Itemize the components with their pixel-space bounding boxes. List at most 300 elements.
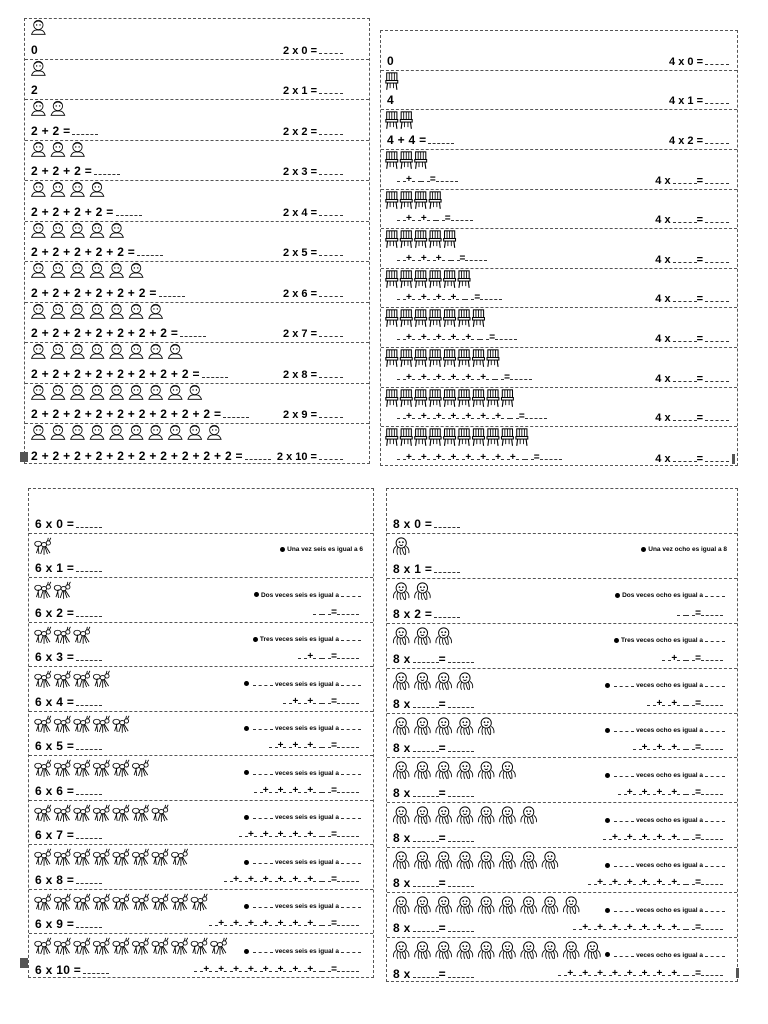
sentence-prompt: veces seis es igual a [244, 858, 363, 866]
addition-equation: 2 + 2 + 2 + 2 + 2 + 2 + 2 + 2 = [31, 367, 228, 381]
picture-group [29, 343, 185, 359]
octopus-picture [391, 627, 411, 646]
chair-picture [399, 230, 413, 249]
multiplication-expression: 8 x 0 = [393, 517, 460, 531]
octopus-picture [434, 627, 454, 646]
ant-picture [33, 537, 52, 556]
child-picture [29, 303, 48, 319]
child-picture [107, 222, 126, 238]
multiplication-expression: 8 x = [393, 697, 474, 711]
table-row [25, 19, 369, 60]
octopus-picture [476, 761, 496, 780]
table-row [387, 893, 737, 938]
corner-mark [20, 958, 28, 968]
child-picture [127, 262, 146, 278]
multiplication-expression: 8 x = [393, 921, 474, 935]
ant-picture [131, 759, 150, 778]
ant-picture [53, 937, 72, 956]
ant-picture [150, 937, 169, 956]
multiplication-expression: 4 x = [655, 213, 729, 226]
bullet-icon [641, 547, 646, 552]
addition-equation: 2 + 2 + 2 + 2 = [31, 205, 142, 219]
multiplication-expression: 2 x 9 = [283, 408, 343, 421]
ant-picture [131, 893, 150, 912]
ant-picture [33, 715, 52, 734]
ant-picture [33, 670, 52, 689]
addition-blanks: + + + + + + + = [397, 411, 547, 422]
octopus-picture [412, 627, 432, 646]
picture-group [33, 937, 228, 956]
chair-picture [399, 111, 413, 130]
bullet-icon [605, 952, 610, 957]
ant-picture [92, 937, 111, 956]
table-row [25, 384, 369, 425]
ant-picture [53, 804, 72, 823]
multiplication-expression: 4 x 0 = [669, 55, 729, 68]
table-row [29, 534, 373, 579]
sentence-prompt: veces seis es igual a [244, 769, 363, 777]
table-row [381, 388, 737, 428]
octopus-picture [412, 941, 432, 960]
octopus-picture [455, 672, 475, 691]
chair-picture [457, 270, 471, 289]
picture-group [385, 230, 456, 249]
ant-picture [92, 715, 111, 734]
chair-picture [428, 191, 442, 210]
multiplication-expression: 4 x 2 = [669, 134, 729, 147]
picture-group [391, 761, 518, 780]
addition-equation: 2 + 2 + 2 = [31, 164, 120, 178]
ant-picture [33, 804, 52, 823]
chair-picture [457, 309, 471, 328]
addition-blanks: + + + + + + + = [573, 922, 723, 933]
table-row [381, 190, 737, 230]
octopus-picture [476, 717, 496, 736]
picture-group [385, 389, 514, 408]
table-row [387, 848, 737, 893]
table-row [25, 303, 369, 344]
octopus-picture [455, 806, 475, 825]
octopus-picture [391, 537, 411, 556]
chair-picture [399, 309, 413, 328]
sentence-prompt: veces ocho es igual a [605, 906, 727, 914]
picture-group [385, 111, 413, 130]
picture-group [29, 60, 48, 76]
multiplication-expression: 2 x 0 = [283, 44, 343, 57]
octopus-picture [519, 806, 539, 825]
table-row [29, 801, 373, 846]
table-row [381, 150, 737, 190]
octopus-picture [582, 941, 602, 960]
child-picture [68, 343, 87, 359]
ant-picture [189, 893, 208, 912]
addition-blanks: + + + + = [618, 787, 723, 798]
table-row [25, 424, 369, 465]
octopus-picture [455, 896, 475, 915]
sentence-prompt: Tres veces seis es igual a [253, 635, 363, 643]
ant-picture [150, 893, 169, 912]
addition-blanks: + + + + + + = [397, 372, 532, 383]
chair-picture [472, 428, 486, 447]
multiplication-expression: 2 x 3 = [283, 165, 343, 178]
picture-group [385, 309, 485, 328]
table-row [29, 890, 373, 935]
addition-equation: 0 [387, 53, 394, 68]
octopus-picture [391, 896, 411, 915]
addition-equation: 4 [387, 93, 394, 108]
multiplication-expression: 8 x = [393, 876, 474, 890]
panel-table-4 [380, 30, 738, 466]
sentence-prompt: veces ocho es igual a [605, 726, 727, 734]
picture-group [33, 804, 169, 823]
ant-picture [53, 848, 72, 867]
child-picture [88, 181, 107, 197]
multiplication-expression: 4 x = [655, 174, 729, 187]
addition-blanks: + + + + + + + + = [397, 452, 562, 463]
picture-group [33, 626, 91, 645]
addition-blanks: + + = [647, 698, 723, 709]
table-row [25, 100, 369, 141]
chair-picture [457, 428, 471, 447]
table-row [29, 756, 373, 801]
table-row [381, 269, 737, 309]
multiplication-expression: 4 x = [655, 452, 729, 465]
multiplication-expression: 4 x 1 = [669, 94, 729, 107]
octopus-picture [497, 896, 517, 915]
chair-picture [472, 349, 486, 368]
multiplication-expression: 2 x 5 = [283, 246, 343, 259]
sentence-prompt: veces seis es igual a [244, 724, 363, 732]
octopus-picture [519, 896, 539, 915]
table-row [387, 803, 737, 848]
picture-group [33, 537, 52, 556]
multiplication-expression: 2 x 10 = [277, 450, 343, 463]
ant-picture [92, 893, 111, 912]
ant-picture [53, 670, 72, 689]
octopus-picture [540, 851, 560, 870]
ant-picture [53, 581, 72, 600]
bullet-icon [605, 728, 610, 733]
chair-picture [399, 428, 413, 447]
picture-group [385, 72, 399, 91]
panel-table-8 [386, 488, 738, 982]
picture-group [385, 270, 471, 289]
addition-blanks: + + + = [397, 253, 487, 264]
ant-picture [111, 759, 130, 778]
chair-picture [399, 389, 413, 408]
octopus-picture [476, 941, 496, 960]
addition-blanks: + = [298, 651, 359, 662]
child-picture [88, 424, 107, 440]
ant-picture [170, 848, 189, 867]
table-row [25, 141, 369, 182]
table-row [25, 60, 369, 101]
table-row [387, 758, 737, 803]
addition-equation: 2 [31, 83, 38, 98]
chair-picture [443, 230, 457, 249]
chair-picture [414, 309, 428, 328]
multiplication-expression: 4 x = [655, 372, 729, 385]
addition-blanks: + + + + + = [397, 332, 517, 343]
ant-picture [111, 804, 130, 823]
child-picture [88, 384, 107, 400]
child-picture [166, 343, 185, 359]
child-picture [49, 100, 68, 116]
table-row [381, 229, 737, 269]
chair-picture [443, 270, 457, 289]
octopus-picture [391, 941, 411, 960]
octopus-picture [412, 582, 432, 601]
ant-picture [111, 937, 130, 956]
multiplication-expression: 2 x 2 = [283, 125, 343, 138]
chair-picture [414, 191, 428, 210]
multiplication-expression: 4 x = [655, 292, 729, 305]
table-row [387, 714, 737, 759]
multiplication-expression: 6 x 2 = [35, 606, 102, 620]
multiplication-expression: 6 x 7 = [35, 828, 102, 842]
picture-group [391, 806, 539, 825]
chair-picture [385, 389, 399, 408]
picture-group [385, 428, 529, 447]
panel-table-6 [28, 488, 374, 978]
chair-picture [414, 151, 428, 170]
sentence-prompt: veces seis es igual a [244, 947, 363, 955]
table-row [25, 343, 369, 384]
child-picture [68, 384, 87, 400]
child-picture [127, 303, 146, 319]
multiplication-expression: 8 x = [393, 831, 474, 845]
octopus-picture [455, 761, 475, 780]
child-picture [29, 60, 48, 76]
child-picture [88, 343, 107, 359]
octopus-picture [412, 717, 432, 736]
addition-blanks: = [313, 607, 359, 618]
ant-picture [131, 804, 150, 823]
ant-picture [111, 715, 130, 734]
octopus-picture [434, 896, 454, 915]
chair-picture [414, 428, 428, 447]
child-picture [68, 141, 87, 157]
ant-picture [53, 626, 72, 645]
ant-picture [150, 804, 169, 823]
chair-picture [385, 72, 399, 91]
child-picture [49, 262, 68, 278]
chair-picture [486, 428, 500, 447]
sentence-prompt: Dos veces ocho es igual a [615, 591, 727, 599]
octopus-picture [434, 672, 454, 691]
bullet-icon [614, 638, 619, 643]
ant-picture [72, 626, 91, 645]
chair-picture [385, 349, 399, 368]
multiplication-expression: 2 x 7 = [283, 327, 343, 340]
table-row [25, 262, 369, 303]
child-picture [49, 181, 68, 197]
ant-picture [189, 937, 208, 956]
octopus-picture [434, 851, 454, 870]
picture-group [33, 893, 208, 912]
table-row [381, 71, 737, 111]
table-row [387, 579, 737, 624]
sentence-prompt: veces ocho es igual a [605, 861, 727, 869]
addition-blanks: + + + + + + + + = [558, 968, 723, 979]
addition-blanks: + + + + + = [603, 832, 723, 843]
sentence-prompt: veces ocho es igual a [605, 816, 727, 824]
child-picture [185, 424, 204, 440]
chair-picture [501, 389, 515, 408]
child-picture [146, 343, 165, 359]
ant-picture [72, 937, 91, 956]
octopus-picture [540, 896, 560, 915]
child-picture [127, 424, 146, 440]
sentence-prompt: veces seis es igual a [244, 680, 363, 688]
ant-picture [72, 848, 91, 867]
octopus-picture [519, 941, 539, 960]
table-row [25, 222, 369, 263]
octopus-picture [434, 761, 454, 780]
octopus-picture [434, 941, 454, 960]
octopus-picture [412, 806, 432, 825]
chair-picture [385, 428, 399, 447]
chair-picture [443, 389, 457, 408]
ant-picture [33, 893, 52, 912]
child-picture [127, 384, 146, 400]
table-row [381, 110, 737, 150]
ant-picture [209, 937, 228, 956]
picture-group [29, 424, 224, 440]
ant-picture [72, 715, 91, 734]
picture-group [33, 715, 130, 734]
multiplication-expression: 2 x 6 = [283, 287, 343, 300]
bullet-icon [244, 770, 249, 775]
picture-group [385, 151, 428, 170]
octopus-picture [497, 761, 517, 780]
octopus-picture [455, 717, 475, 736]
chair-picture [414, 389, 428, 408]
child-picture [68, 181, 87, 197]
picture-group [385, 349, 500, 368]
bullet-icon [254, 592, 259, 597]
sentence-prompt: Dos veces seis es igual a [254, 591, 363, 599]
multiplication-expression: 6 x 3 = [35, 650, 102, 664]
ant-picture [92, 759, 111, 778]
chair-picture [486, 389, 500, 408]
multiplication-expression: 8 x = [393, 967, 474, 981]
chair-picture [472, 309, 486, 328]
ant-picture [111, 893, 130, 912]
multiplication-expression: 4 x = [655, 411, 729, 424]
child-picture [185, 384, 204, 400]
chair-picture [399, 349, 413, 368]
child-picture [49, 424, 68, 440]
ant-picture [33, 581, 52, 600]
octopus-picture [561, 941, 581, 960]
octopus-picture [434, 806, 454, 825]
addition-blanks: + + + = [633, 742, 723, 753]
ant-picture [92, 848, 111, 867]
child-picture [166, 384, 185, 400]
child-picture [29, 19, 48, 35]
multiplication-expression: 8 x 2 = [393, 607, 460, 621]
table-row [387, 938, 737, 983]
chair-picture [414, 230, 428, 249]
chair-picture [457, 349, 471, 368]
sentence-prompt: veces ocho es igual a [605, 951, 727, 959]
sentence-prompt: veces ocho es igual a [605, 681, 727, 689]
ant-picture [92, 804, 111, 823]
child-picture [166, 424, 185, 440]
octopus-picture [540, 941, 560, 960]
chair-picture [443, 309, 457, 328]
child-picture [88, 262, 107, 278]
ant-picture [72, 804, 91, 823]
multiplication-expression: 6 x 10 = [35, 963, 109, 977]
chair-picture [385, 309, 399, 328]
octopus-picture [391, 672, 411, 691]
child-picture [29, 100, 48, 116]
bullet-icon [253, 637, 258, 642]
chair-picture [399, 191, 413, 210]
picture-group [29, 141, 87, 157]
child-picture [146, 303, 165, 319]
octopus-picture [391, 717, 411, 736]
multiplication-expression: 4 x = [655, 253, 729, 266]
table-row [29, 667, 373, 712]
corner-mark [732, 454, 735, 464]
child-picture [29, 141, 48, 157]
chair-picture [428, 270, 442, 289]
addition-equation: 2 + 2 = [31, 124, 98, 138]
octopus-picture [391, 851, 411, 870]
sentence-prompt: Una vez ocho es igual a 8 [641, 546, 727, 553]
chair-picture [443, 349, 457, 368]
multiplication-expression: 6 x 0 = [35, 517, 102, 531]
octopus-picture [391, 806, 411, 825]
picture-group [29, 262, 145, 278]
chair-picture [385, 111, 399, 130]
table-row [25, 181, 369, 222]
multiplication-expression: 8 x = [393, 652, 474, 666]
bullet-icon [605, 773, 610, 778]
chair-picture [385, 191, 399, 210]
ant-picture [170, 893, 189, 912]
octopus-picture [476, 806, 496, 825]
sentence-prompt: veces seis es igual a [244, 813, 363, 821]
ant-picture [72, 893, 91, 912]
addition-equation: 2 + 2 + 2 + 2 + 2 = [31, 245, 163, 259]
picture-group [29, 303, 165, 319]
picture-group [29, 100, 67, 116]
child-picture [68, 303, 87, 319]
ant-picture [170, 937, 189, 956]
sentence-prompt: Una vez seis es igual a 6 [280, 546, 363, 553]
octopus-picture [412, 896, 432, 915]
picture-group [391, 537, 411, 556]
picture-group [391, 672, 475, 691]
multiplication-expression: 2 x 8 = [283, 368, 343, 381]
child-picture [29, 384, 48, 400]
child-picture [68, 424, 87, 440]
child-picture [107, 262, 126, 278]
octopus-picture [519, 851, 539, 870]
chair-picture [414, 349, 428, 368]
chair-picture [385, 270, 399, 289]
ant-picture [131, 848, 150, 867]
addition-equation: 0 [31, 42, 38, 57]
ant-picture [92, 670, 111, 689]
child-picture [68, 262, 87, 278]
child-picture [29, 181, 48, 197]
ant-picture [72, 759, 91, 778]
